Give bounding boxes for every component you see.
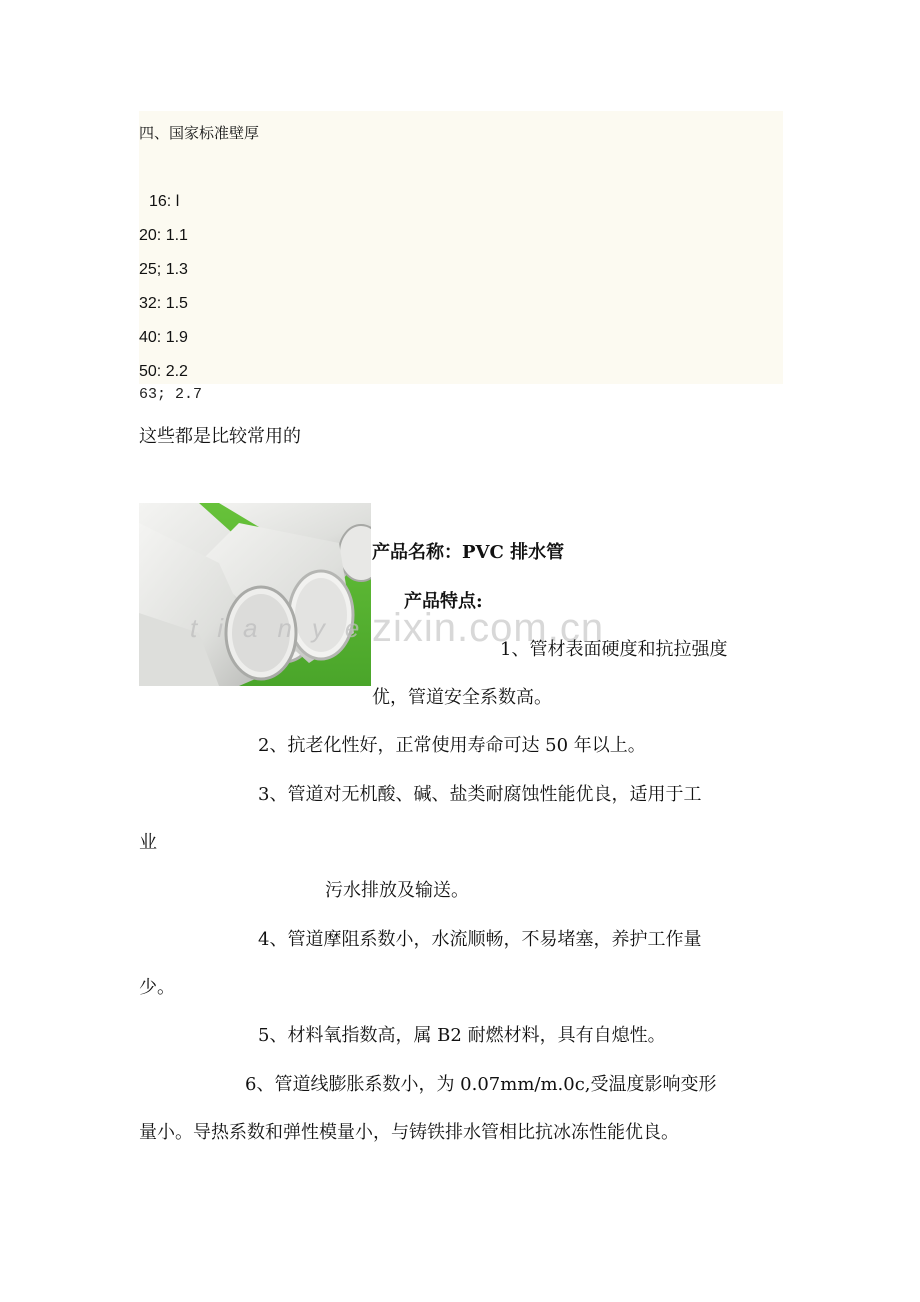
thickness-row: 20: 1.1 [139,227,188,244]
thickness-row: 40: 1.9 [139,329,188,346]
section-heading: 四、国家标准壁厚 [139,124,260,142]
feature-3-line2: 业 [139,832,157,853]
feature-6-line2: 量小。导热系数和弹性模量小，与铸铁排水管相比抗冰冻性能优良。 [139,1122,679,1143]
feature-2: 2、抗老化性好，正常使用寿命可达 50 年以上。 [258,735,646,756]
feature-4-line1: 4、管道摩阻系数小，水流顺畅，不易堵塞，养护工作量 [258,929,702,950]
feature-4-line2: 少。 [139,977,175,998]
pvc-pipes-photo [139,503,371,686]
shaded-section [139,111,783,384]
product-name: 产品名称：PVC 排水管 [372,542,565,563]
feature-1-line2: 优，管道安全系数高。 [372,687,552,708]
thickness-row: 50: 2.2 [139,363,188,380]
thickness-row: 32: 1.5 [139,295,188,312]
watermark-right: zixin.com.cn [372,606,605,650]
feature-3-line1: 3、管道对无机酸、碱、盐类耐腐蚀性能优良，适用于工 [258,784,702,805]
feature-1-line1: 1、管材表面硬度和抗拉强度 [500,639,728,660]
common-note: 这些都是比较常用的 [139,426,301,447]
thickness-row: 16: l [149,193,180,210]
thickness-row-last: 63; 2.7 [139,386,203,403]
feature-3-line3: 污水排放及输送。 [325,880,469,901]
watermark-left: tianye [190,613,380,643]
feature-5: 5、材料氧指数高，属 B2 耐燃材料，具有自熄性。 [258,1025,666,1046]
thickness-row: 25; 1.3 [139,261,188,278]
features-label: 产品特点: [404,591,483,612]
feature-6-line1: 6、管道线膨胀系数小，为 0.07mm/m.0c,受温度影响变形 [245,1074,717,1095]
